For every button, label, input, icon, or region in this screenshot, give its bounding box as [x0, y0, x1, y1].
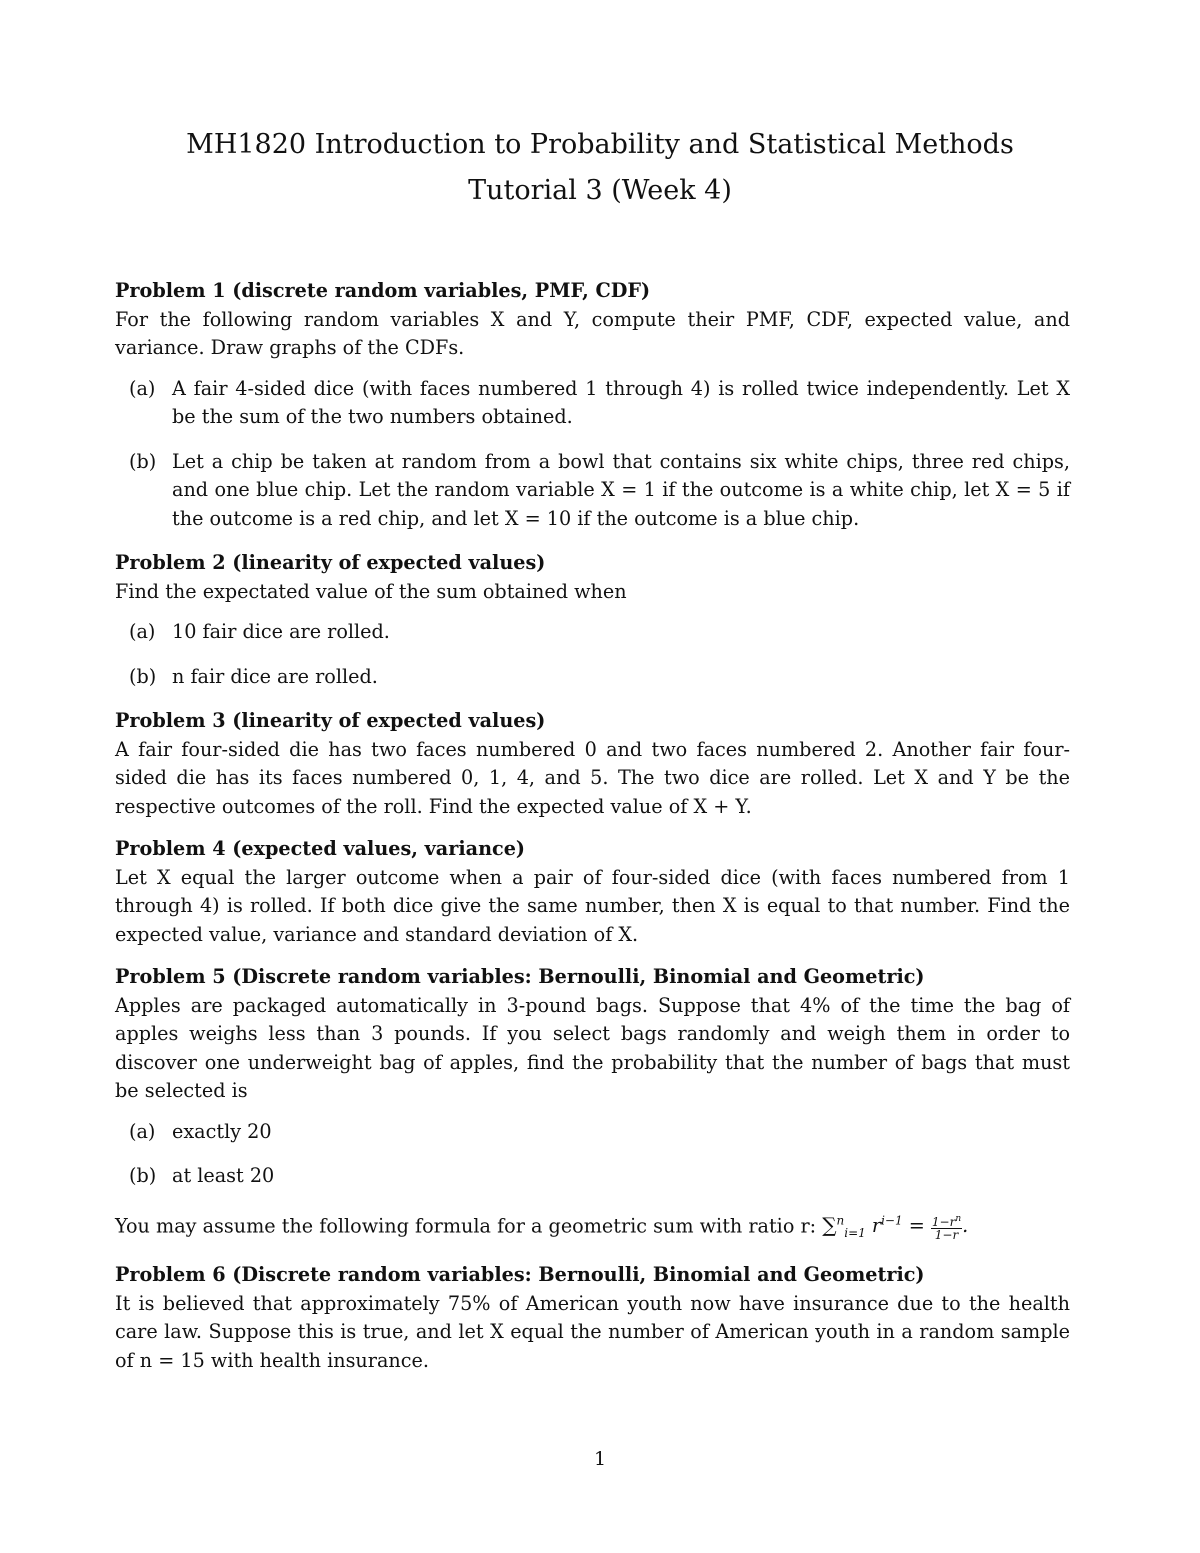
fraction-numerator [931, 1213, 962, 1229]
problem-1-heading: Problem 1 (discrete random variables, PMF, CDF) [115, 279, 651, 302]
list-item [115, 663, 1070, 692]
item-label: (b) [129, 1164, 157, 1187]
list-item [115, 1162, 1070, 1191]
problems-container [115, 277, 1070, 1389]
problem-2-heading: Problem 2 (linearity of expected values) [115, 551, 546, 574]
item-text: exactly 20 [172, 1119, 272, 1143]
list-item [115, 1118, 1070, 1147]
document-subtitle: Tutorial 3 (Week 4) [468, 175, 732, 206]
item-text: 10 fair dice are rolled. [172, 620, 390, 643]
problem-5 [115, 963, 1070, 1247]
problem-2-items [115, 618, 1070, 691]
problem-2 [115, 549, 1070, 691]
note-text: You may assume the following formula for a geometric sum with ratio r: [115, 1213, 817, 1237]
numerator-exponent: n [955, 1213, 962, 1224]
item-label: (b) [129, 449, 157, 473]
item-label: (b) [129, 664, 157, 688]
problem-6-intro: It is believed that approximately 75% of American youth now have insurance due to the health care law. Suppose this is true, and let X equal the number of American youth in a random sample of n = 15 with health insurance. [115, 1291, 1070, 1372]
page-number: 1 [593, 1448, 607, 1470]
problem-4 [115, 835, 1070, 949]
formula-exponent: i−1 [881, 1213, 903, 1228]
list-item [115, 375, 1070, 432]
problem-5-items [115, 1118, 1070, 1191]
problem-5-heading: Problem 5 (Discrete random variables: Bernoulli, Binomial and Geometric) [115, 965, 925, 988]
sum-sign: ∑ [822, 1212, 837, 1237]
item-text: A fair 4-sided dice (with faces numbered 1 through 4) is rolled twice independently. Let X be the sum of the two numbers obtained. [172, 376, 1070, 428]
problem-1 [115, 277, 1070, 533]
item-text: n fair dice are rolled. [172, 664, 378, 688]
sum-upper: n [836, 1213, 845, 1228]
problem-3 [115, 707, 1070, 821]
fraction-denominator: 1−r [934, 1227, 959, 1242]
problem-1-intro: For the following random variables X and Y, compute their PMF, CDF, expected value, and variance. Draw graphs of the CDFs. [115, 307, 1070, 359]
problem-4-intro: Let X equal the larger outcome when a pair of four-sided dice (with faces numbered from 1 through 4) is rolled. If both dice give the same number, then X is equal to that number. Find the expected value, variance and standard deviation of X. [115, 865, 1070, 946]
problem-2-intro: Find the expectated value of the sum obtained when [115, 579, 627, 603]
geometric-sum-formula: ∑$^n_{i=1}$ $r^{i-1}$ = $\frac{1-r^n}{1-r}$ . [822, 1212, 969, 1242]
list-item [115, 618, 1070, 647]
problem-3-intro: A fair four-sided die has two faces numbered 0 and two faces numbered 2. Another fair four-sided die has its faces numbered 0, 1, 4, and 5. The two dice are rolled. Let X and Y be the respective outcomes of the roll. Find the expected value of X + Y. [115, 737, 1070, 818]
document-title: MH1820 Introduction to Probability and Statistical Methods [186, 129, 1014, 160]
problem-3-heading: Problem 3 (linearity of expected values) [115, 709, 546, 732]
problem-6-heading: Problem 6 (Discrete random variables: Bernoulli, Binomial and Geometric) [115, 1263, 925, 1287]
problem-6 [115, 1261, 1070, 1375]
problem-1-items [115, 375, 1070, 534]
item-label: (a) [129, 376, 156, 400]
formula-base: r [871, 1213, 882, 1237]
item-text: at least 20 [172, 1164, 275, 1187]
item-label: (a) [129, 1119, 156, 1143]
numerator-text: 1−r [931, 1214, 956, 1229]
formula-fraction [931, 1213, 962, 1241]
list-item [115, 448, 1070, 534]
sum-lower: i=1 [844, 1225, 866, 1240]
problem-4-heading: Problem 4 (expected values, variance) [115, 837, 525, 860]
problem-5-intro: Apples are packaged automatically in 3-pound bags. Suppose that 4% of the time the bag of apples weighs less than 3 pounds. If you select bags randomly and weigh them in order to discover one underweight bag of apples, find the probability that the number of bags that must be selected is [115, 993, 1070, 1102]
geometric-sum-note [115, 1207, 1070, 1248]
item-label: (a) [129, 620, 156, 643]
item-text: Let a chip be taken at random from a bowl that contains six white chips, three red chips, and one blue chip. Let the random variable X = 1 if the outcome is a white chip, let X = 5 if the outcome is a red chip, and let X = 10 if the outcome is a blue chip. [172, 449, 1070, 530]
formula-equals: = [908, 1213, 925, 1237]
